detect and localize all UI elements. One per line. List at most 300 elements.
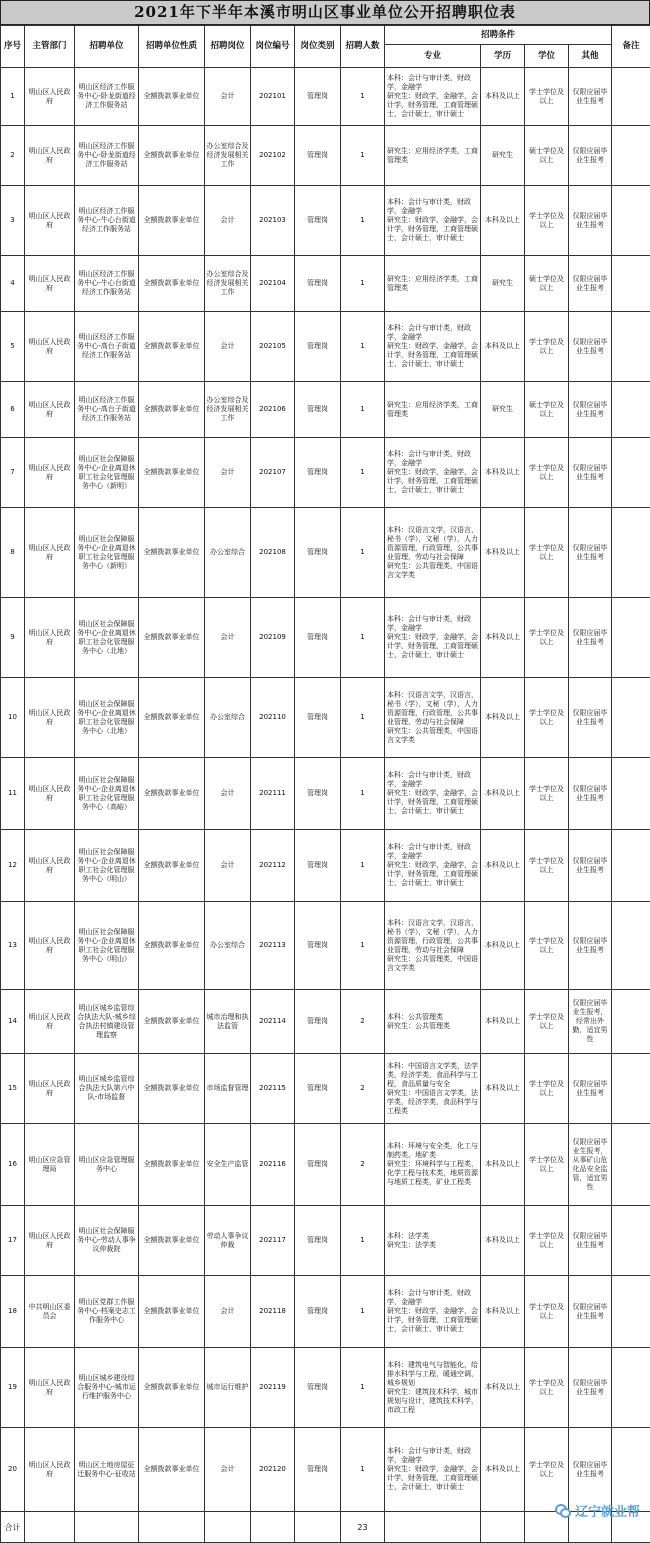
- col-count: 1: [341, 1348, 385, 1428]
- col-dept: 明山区人民政府: [25, 990, 75, 1054]
- col-major: 本科：会计与审计类，财政学，金融学 研究生：财政学，金融学，会计学，财务管理，工商管理硕士，会计硕士，审计硕士: [385, 1276, 481, 1348]
- table-row: [1, 678, 650, 758]
- col-unit: 明山区土地房屋征迁服务中心-征收站: [75, 1428, 139, 1512]
- col-count: 1: [341, 830, 385, 902]
- col-major: 本科：汉语言文学，汉语言，秘书（学），文秘（学），人力资源管理，行政管理，公共事业管理，劳动与社会保障 研究生：公共管理类，中国语言文学类: [385, 902, 481, 990]
- table-row: [1, 902, 650, 990]
- col-degree: 学士学位及以上: [525, 1348, 569, 1428]
- col-nature: 全额拨款事业单位: [139, 990, 205, 1054]
- col-other: 仅限应届毕业生报考: [569, 508, 612, 598]
- col-edu: 本科及以上: [481, 678, 525, 758]
- col-code: 202119: [251, 1348, 295, 1428]
- col-other: 仅限应届毕业生报考: [569, 68, 612, 126]
- col-remark: [612, 1348, 650, 1428]
- col-degree: 学士学位及以上: [525, 1124, 569, 1206]
- col-dept: 明山区人民政府: [25, 186, 75, 256]
- col-category: 管理岗: [295, 312, 341, 382]
- col-code: 202111: [251, 758, 295, 830]
- header-seq: 序号: [1, 26, 25, 68]
- col-unit: 明山区社会保障服务中心-劳动人事争议仲裁院: [75, 1206, 139, 1276]
- col-major: 本科：公共管理类 研究生：公共管理类: [385, 990, 481, 1054]
- table-row: [1, 256, 650, 312]
- col-major: 本科：会计与审计类，财政学，金融学 研究生：财政学，金融学，会计学，财务管理，工商管理硕士，会计硕士，审计硕士: [385, 438, 481, 508]
- col-edu: 本科及以上: [481, 312, 525, 382]
- table-row: [1, 1206, 650, 1276]
- col-category: 管理岗: [295, 256, 341, 312]
- col-category: 管理岗: [295, 1124, 341, 1206]
- col-major: 本科：建筑电气与智能化，给排水科学与工程，暖通空调，城乡规划 研究生：建筑技术科学，城市规划与设计，建筑技术科学，市政工程: [385, 1348, 481, 1428]
- table-row: [1, 1348, 650, 1428]
- col-unit: 明山区应急管理服务中心: [75, 1124, 139, 1206]
- col-edu: 本科及以上: [481, 438, 525, 508]
- col-other: 仅限应届毕业生报考: [569, 830, 612, 902]
- col-seq: 6: [1, 382, 25, 438]
- col-unit: 明山区经济工作服务中心-牛心台街道经济工作服务站: [75, 186, 139, 256]
- col-post: 办公室综合及经济发展相关工作: [205, 256, 251, 312]
- col-edu: 本科及以上: [481, 1206, 525, 1276]
- col-remark: [612, 1124, 650, 1206]
- table-row: [1, 312, 650, 382]
- col-degree: 学士学位及以上: [525, 1054, 569, 1124]
- col-degree: 学士学位及以上: [525, 598, 569, 678]
- col-code: 202120: [251, 1428, 295, 1512]
- col-code: 202116: [251, 1124, 295, 1206]
- col-degree: 学士学位及以上: [525, 990, 569, 1054]
- col-code: 202108: [251, 508, 295, 598]
- header-category: 岗位类别: [295, 26, 341, 68]
- header-unit: 招聘单位: [75, 26, 139, 68]
- col-count: 1: [341, 1276, 385, 1348]
- col-nature: 全额拨款事业单位: [139, 1276, 205, 1348]
- col-remark: [612, 186, 650, 256]
- table-row: [1, 990, 650, 1054]
- col-category: 管理岗: [295, 382, 341, 438]
- col-dept: 明山区人民政府: [25, 678, 75, 758]
- col-category: 管理岗: [295, 508, 341, 598]
- col-edu: 本科及以上: [481, 902, 525, 990]
- header-remark: 备注: [612, 26, 650, 68]
- col-nature: 全额拨款事业单位: [139, 830, 205, 902]
- col-count: 1: [341, 382, 385, 438]
- col-remark: [612, 598, 650, 678]
- col-major: 本科：中国语言文学类，法学类，经济学类，食品科学与工程，食品质量与安全 研究生：中国语言文学类，法学类，经济学类，食品科学与工程类: [385, 1054, 481, 1124]
- col-nature: 全额拨款事业单位: [139, 186, 205, 256]
- col-dept: 明山区人民政府: [25, 382, 75, 438]
- col-unit: 明山区社会保障服务中心-企业离退休职工社会化管理服务中心（新明）: [75, 508, 139, 598]
- table-row: [1, 126, 650, 186]
- col-remark: [612, 758, 650, 830]
- wechat-icon: [555, 1504, 571, 1517]
- col-count: 2: [341, 990, 385, 1054]
- col-unit: 明山区城乡监管综合执法大队-城乡综合执法村镇建设管理监察: [75, 990, 139, 1054]
- col-dept: 明山区人民政府: [25, 68, 75, 126]
- col-post: 办公室综合及经济发展相关工作: [205, 126, 251, 186]
- col-code: 202105: [251, 312, 295, 382]
- col-count: 1: [341, 438, 385, 508]
- col-category: 管理岗: [295, 438, 341, 508]
- header-code: 岗位编号: [251, 26, 295, 68]
- col-dept: 明山区人民政府: [25, 1348, 75, 1428]
- col-seq: 13: [1, 902, 25, 990]
- header-conditions: 招聘条件: [385, 26, 612, 45]
- col-count: 1: [341, 68, 385, 126]
- col-dept: 明山区人民政府: [25, 438, 75, 508]
- col-post: 办公室综合及经济发展相关工作: [205, 382, 251, 438]
- col-count: 1: [341, 126, 385, 186]
- table-row: [1, 1124, 650, 1206]
- col-other: 仅限应届毕业生报考: [569, 1276, 612, 1348]
- col-post: 会计: [205, 68, 251, 126]
- col-post: 会计: [205, 1428, 251, 1512]
- col-remark: [612, 1206, 650, 1276]
- col-seq: 7: [1, 438, 25, 508]
- col-dept: 明山区人民政府: [25, 312, 75, 382]
- header-post: 招聘岗位: [205, 26, 251, 68]
- col-other: 仅限应届毕业生报考: [569, 758, 612, 830]
- col-post: 城市运行维护: [205, 1348, 251, 1428]
- col-remark: [612, 68, 650, 126]
- col-count: 2: [341, 1054, 385, 1124]
- col-count: 1: [341, 1428, 385, 1512]
- table-row: [1, 1054, 650, 1124]
- col-other: 仅限应届毕业生报考: [569, 1206, 612, 1276]
- col-count: 1: [341, 598, 385, 678]
- col-other: 仅限应届毕业生报考: [569, 1428, 612, 1512]
- col-nature: 全额拨款事业单位: [139, 438, 205, 508]
- col-edu: 本科及以上: [481, 1054, 525, 1124]
- col-remark: [612, 902, 650, 990]
- col-category: 管理岗: [295, 186, 341, 256]
- col-degree: 学士学位及以上: [525, 1206, 569, 1276]
- col-seq: 15: [1, 1054, 25, 1124]
- col-category: 管理岗: [295, 1054, 341, 1124]
- col-seq: 18: [1, 1276, 25, 1348]
- col-nature: 全额拨款事业单位: [139, 382, 205, 438]
- col-edu: 本科及以上: [481, 1428, 525, 1512]
- col-code: 202106: [251, 382, 295, 438]
- col-seq: 20: [1, 1428, 25, 1512]
- table-row: [1, 382, 650, 438]
- col-nature: 全额拨款事业单位: [139, 902, 205, 990]
- col-count: 1: [341, 758, 385, 830]
- col-unit: 明山区社会保障服务中心-企业离退休职工社会化管理服务中心（新明）: [75, 438, 139, 508]
- col-major: 本科：会计与审计类，财政学，金融学 研究生：财政学，金融学，会计学，财务管理，工商管理硕士，会计硕士，审计硕士: [385, 598, 481, 678]
- col-post: 城市治理和执法监管: [205, 990, 251, 1054]
- col-seq: 2: [1, 126, 25, 186]
- col-category: 管理岗: [295, 1276, 341, 1348]
- col-degree: 硕士学位及以上: [525, 382, 569, 438]
- col-count: 1: [341, 186, 385, 256]
- col-unit: 明山区社会保障服务中心-企业离退休职工社会化管理服务中心（明山）: [75, 830, 139, 902]
- col-remark: [612, 126, 650, 186]
- header-nature: 招聘单位性质: [139, 26, 205, 68]
- col-unit: 明山区社会保障服务中心-企业离退休职工社会化管理服务中心（北地）: [75, 678, 139, 758]
- col-nature: 全额拨款事业单位: [139, 68, 205, 126]
- col-code: 202110: [251, 678, 295, 758]
- col-dept: 明山区人民政府: [25, 1054, 75, 1124]
- col-nature: 全额拨款事业单位: [139, 1054, 205, 1124]
- col-dept: 明山区应急管理局: [25, 1124, 75, 1206]
- col-edu: 本科及以上: [481, 508, 525, 598]
- col-seq: 11: [1, 758, 25, 830]
- col-nature: 全额拨款事业单位: [139, 598, 205, 678]
- col-major: 本科：会计与审计类，财政学，金融学 研究生：财政学，金融学，会计学，财务管理，工商管理硕士，会计硕士，审计硕士: [385, 312, 481, 382]
- positions-table: [0, 25, 650, 1543]
- col-major: 本科：会计与审计类，财政学，金融学 研究生：财政学，金融学，会计学，财务管理，工商管理硕士，会计硕士，审计硕士: [385, 186, 481, 256]
- col-degree: 学士学位及以上: [525, 758, 569, 830]
- col-post: 会计: [205, 186, 251, 256]
- col-major: 本科：会计与审计类，财政学，金融学 研究生：财政学，金融学，会计学，财务管理，工商管理硕士，会计硕士，审计硕士: [385, 830, 481, 902]
- col-other: 仅限应届毕业生报考: [569, 902, 612, 990]
- col-other: 仅限应届毕业生报考: [569, 312, 612, 382]
- col-degree: 硕士学位及以上: [525, 256, 569, 312]
- col-other: 仅限应届毕业生报考: [569, 598, 612, 678]
- col-remark: [612, 1054, 650, 1124]
- col-degree: 学士学位及以上: [525, 1428, 569, 1512]
- col-post: 会计: [205, 830, 251, 902]
- col-code: 202118: [251, 1276, 295, 1348]
- col-degree: 学士学位及以上: [525, 68, 569, 126]
- col-edu: 本科及以上: [481, 598, 525, 678]
- col-code: 202109: [251, 598, 295, 678]
- col-degree: 学士学位及以上: [525, 678, 569, 758]
- col-unit: 明山区经济工作服务中心-高台子街道经济工作服务站: [75, 382, 139, 438]
- col-count: 1: [341, 508, 385, 598]
- col-category: 管理岗: [295, 830, 341, 902]
- col-category: 管理岗: [295, 68, 341, 126]
- col-other: 仅限应届毕业生报考: [569, 678, 612, 758]
- col-remark: [612, 678, 650, 758]
- col-post: 会计: [205, 438, 251, 508]
- col-seq: 16: [1, 1124, 25, 1206]
- col-edu: 本科及以上: [481, 1348, 525, 1428]
- col-category: 管理岗: [295, 678, 341, 758]
- col-dept: 明山区人民政府: [25, 256, 75, 312]
- col-code: 202117: [251, 1206, 295, 1276]
- table-row: [1, 68, 650, 126]
- col-other: 仅限应届毕业生报考: [569, 186, 612, 256]
- col-count: 1: [341, 312, 385, 382]
- col-unit: 明山区社会保障服务中心-企业离退休职工社会化管理服务中心（高峪）: [75, 758, 139, 830]
- col-code: 202103: [251, 186, 295, 256]
- col-count: 1: [341, 678, 385, 758]
- col-unit: 明山区经济工作服务中心-卧龙街道经济工作服务站: [75, 68, 139, 126]
- header-other: 其他: [569, 45, 612, 68]
- col-dept: 明山区人民政府: [25, 902, 75, 990]
- col-dept: 明山区人民政府: [25, 1428, 75, 1512]
- col-code: 202102: [251, 126, 295, 186]
- col-other: 仅限应届毕业生报考，从事矿山危化品安全监管，适宜男性: [569, 1124, 612, 1206]
- col-major: 研究生：应用经济学类，工商管理类: [385, 382, 481, 438]
- col-seq: 1: [1, 68, 25, 126]
- col-category: 管理岗: [295, 598, 341, 678]
- col-count: 1: [341, 1206, 385, 1276]
- col-post: 办公室综合: [205, 508, 251, 598]
- col-category: 管理岗: [295, 1206, 341, 1276]
- col-category: 管理岗: [295, 1348, 341, 1428]
- col-seq: 4: [1, 256, 25, 312]
- col-edu: 本科及以上: [481, 1124, 525, 1206]
- col-edu: 本科及以上: [481, 830, 525, 902]
- col-major: 本科：会计与审计类，财政学，金融学 研究生：财政学，金融学，会计学，财务管理，工商管理硕士，会计硕士，审计硕士: [385, 1428, 481, 1512]
- col-nature: 全额拨款事业单位: [139, 758, 205, 830]
- col-dept: 中共明山区委员会: [25, 1276, 75, 1348]
- col-remark: [612, 438, 650, 508]
- col-post: 劳动人事争议仲裁: [205, 1206, 251, 1276]
- col-post: 会计: [205, 312, 251, 382]
- col-other: 仅限应届毕业生报考，经常出外勤，适宜男性: [569, 990, 612, 1054]
- col-edu: 本科及以上: [481, 758, 525, 830]
- col-unit: 明山区城乡建设综合服务中心-城市运行维护服务中心: [75, 1348, 139, 1428]
- table-body: [1, 68, 650, 1512]
- col-seq: 17: [1, 1206, 25, 1276]
- col-major: 研究生：应用经济学类，工商管理类: [385, 126, 481, 186]
- col-remark: [612, 830, 650, 902]
- header-count: 招聘人数: [341, 26, 385, 68]
- col-seq: 3: [1, 186, 25, 256]
- col-other: 仅限应届毕业生报考: [569, 1348, 612, 1428]
- table-row: [1, 830, 650, 902]
- col-degree: 学士学位及以上: [525, 186, 569, 256]
- col-dept: 明山区人民政府: [25, 598, 75, 678]
- col-code: 202101: [251, 68, 295, 126]
- col-major: 本科：会计与审计类，财政学，金融学 研究生：财政学，金融学，会计学，财务管理，工商管理硕士，会计硕士，审计硕士: [385, 68, 481, 126]
- col-remark: [612, 256, 650, 312]
- header-dept: 主管部门: [25, 26, 75, 68]
- col-code: 202107: [251, 438, 295, 508]
- col-post: 会计: [205, 1276, 251, 1348]
- col-edu: 研究生: [481, 126, 525, 186]
- col-count: 2: [341, 1124, 385, 1206]
- col-seq: 5: [1, 312, 25, 382]
- col-other: 仅限应届毕业生报考: [569, 382, 612, 438]
- col-major: 本科：法学类 研究生：法学类: [385, 1206, 481, 1276]
- col-count: 1: [341, 902, 385, 990]
- col-unit: 明山区党群工作服务中心-档案史志工作服务中心: [75, 1276, 139, 1348]
- table-row: [1, 598, 650, 678]
- col-other: 仅限应届毕业生报考: [569, 256, 612, 312]
- total-label: 合计: [1, 1512, 25, 1543]
- col-seq: 9: [1, 598, 25, 678]
- col-unit: 明山区社会保障服务中心-企业离退休职工社会化管理服务中心（明山）: [75, 902, 139, 990]
- header-edu: 学历: [481, 45, 525, 68]
- col-post: 办公室综合: [205, 902, 251, 990]
- col-code: 202112: [251, 830, 295, 902]
- col-edu: 本科及以上: [481, 68, 525, 126]
- col-category: 管理岗: [295, 126, 341, 186]
- table-row: [1, 758, 650, 830]
- col-degree: 学士学位及以上: [525, 438, 569, 508]
- col-dept: 明山区人民政府: [25, 126, 75, 186]
- col-post: 会计: [205, 758, 251, 830]
- col-post: 安全生产监管: [205, 1124, 251, 1206]
- table-row: [1, 508, 650, 598]
- col-edu: 本科及以上: [481, 1276, 525, 1348]
- col-unit: 明山区经济工作服务中心-卧龙街道经济工作服务站: [75, 126, 139, 186]
- col-remark: [612, 508, 650, 598]
- col-nature: 全额拨款事业单位: [139, 508, 205, 598]
- col-nature: 全额拨款事业单位: [139, 1124, 205, 1206]
- col-code: 202113: [251, 902, 295, 990]
- col-post: 办公室综合: [205, 678, 251, 758]
- col-nature: 全额拨款事业单位: [139, 1348, 205, 1428]
- col-edu: 本科及以上: [481, 990, 525, 1054]
- col-category: 管理岗: [295, 1428, 341, 1512]
- col-seq: 10: [1, 678, 25, 758]
- col-degree: 硕士学位及以上: [525, 126, 569, 186]
- col-code: 202104: [251, 256, 295, 312]
- col-nature: 全额拨款事业单位: [139, 126, 205, 186]
- col-unit: 明山区经济工作服务中心-高台子街道经济工作服务站: [75, 312, 139, 382]
- col-degree: 学士学位及以上: [525, 902, 569, 990]
- col-major: 本科：会计与审计类，财政学，金融学 研究生：财政学，金融学，会计学，财务管理，工商管理硕士，会计硕士，审计硕士: [385, 758, 481, 830]
- col-unit: 明山区经济工作服务中心-牛心台街道经济工作服务站: [75, 256, 139, 312]
- page-title: 2021年下半年本溪市明山区事业单位公开招聘职位表: [0, 0, 650, 25]
- header-major: 专业: [385, 45, 481, 68]
- total-count: 23: [341, 1512, 385, 1543]
- col-edu: 研究生: [481, 256, 525, 312]
- col-unit: 明山区城乡监管综合执法大队第六中队-市场监督: [75, 1054, 139, 1124]
- col-remark: [612, 990, 650, 1054]
- col-major: 研究生：应用经济学类，工商管理类: [385, 256, 481, 312]
- table-row: [1, 438, 650, 508]
- col-post: 会计: [205, 598, 251, 678]
- col-edu: 研究生: [481, 382, 525, 438]
- col-remark: [612, 1276, 650, 1348]
- col-count: 1: [341, 256, 385, 312]
- col-other: 仅限应届毕业生报考: [569, 438, 612, 508]
- col-major: 本科：环境与安全类，化工与制药类，地矿类 研究生：环境科学与工程类，化学工程与技术类，地质资源与地质工程类，矿业工程类: [385, 1124, 481, 1206]
- col-remark: [612, 312, 650, 382]
- header-degree: 学位: [525, 45, 569, 68]
- col-remark: [612, 1428, 650, 1512]
- col-seq: 19: [1, 1348, 25, 1428]
- col-category: 管理岗: [295, 758, 341, 830]
- col-remark: [612, 382, 650, 438]
- table-row: [1, 1428, 650, 1512]
- col-edu: 本科及以上: [481, 186, 525, 256]
- col-degree: 学士学位及以上: [525, 1276, 569, 1348]
- col-dept: 明山区人民政府: [25, 758, 75, 830]
- total-row: [1, 1512, 650, 1543]
- col-seq: 14: [1, 990, 25, 1054]
- col-other: 仅限应届毕业生报考: [569, 1054, 612, 1124]
- col-nature: 全额拨款事业单位: [139, 312, 205, 382]
- col-major: 本科：汉语言文学，汉语言，秘书（学），文秘（学），人力资源管理，行政管理，公共事业管理，劳动与社会保障 研究生：公共管理类，中国语言文学类: [385, 678, 481, 758]
- col-dept: 明山区人民政府: [25, 830, 75, 902]
- col-category: 管理岗: [295, 902, 341, 990]
- col-degree: 学士学位及以上: [525, 830, 569, 902]
- col-degree: 学士学位及以上: [525, 312, 569, 382]
- col-code: 202115: [251, 1054, 295, 1124]
- col-category: 管理岗: [295, 990, 341, 1054]
- col-other: 仅限应届毕业生报考: [569, 126, 612, 186]
- col-dept: 明山区人民政府: [25, 508, 75, 598]
- col-seq: 8: [1, 508, 25, 598]
- col-post: 市场监督管理: [205, 1054, 251, 1124]
- table-row: [1, 1276, 650, 1348]
- col-seq: 12: [1, 830, 25, 902]
- col-dept: 明山区人民政府: [25, 1206, 75, 1276]
- col-nature: 全额拨款事业单位: [139, 1206, 205, 1276]
- col-degree: 学士学位及以上: [525, 508, 569, 598]
- watermark-text: 辽宁就业帮: [575, 1501, 640, 1520]
- col-nature: 全额拨款事业单位: [139, 256, 205, 312]
- col-code: 202114: [251, 990, 295, 1054]
- table-row: [1, 186, 650, 256]
- col-major: 本科：汉语言文学，汉语言，秘书（学），文秘（学），人力资源管理，行政管理，公共事业管理，劳动与社会保障 研究生：公共管理类，中国语言文学类: [385, 508, 481, 598]
- watermark: [555, 1501, 640, 1520]
